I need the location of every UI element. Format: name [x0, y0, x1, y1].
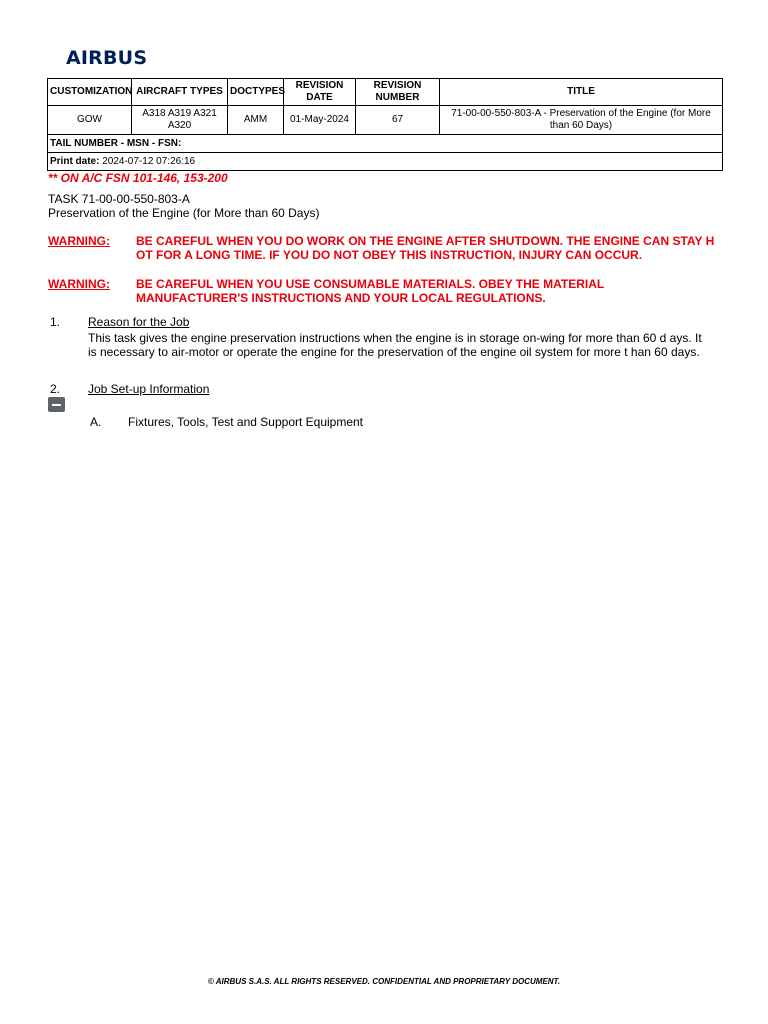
- section-1-heading: Reason for the Job: [88, 315, 190, 329]
- title-value: 71-00-00-550-803-A - Preservation of the Engine (for More than 60 Days): [440, 106, 723, 135]
- task-code: TASK 71-00-00-550-803-A: [48, 192, 190, 206]
- effectivity-note: ** ON A/C FSN 101-146, 153-200: [48, 171, 228, 185]
- document-header-table: [47, 78, 723, 171]
- subsection-letter: A.: [90, 415, 102, 429]
- section-1-number: 1.: [50, 315, 61, 329]
- warning-label: WARNING:: [48, 234, 110, 248]
- col-customization: CUSTOMIZATION: [48, 79, 132, 106]
- col-revision-date: REVISION DATE: [284, 79, 356, 106]
- subsection-title: Fixtures, Tools, Test and Support Equipment: [128, 415, 364, 429]
- collapse-minus-icon[interactable]: [48, 397, 65, 412]
- warning-text: BE CAREFUL WHEN YOU DO WORK ON THE ENGINE AFTER SHUTDOWN. THE ENGINE CAN STAY H OT FOR A LONG TIME. IF YOU DO NOT OBEY THIS INSTRUCTION, INJURY CAN OCCUR.: [136, 234, 715, 262]
- customization-value: GOW: [48, 106, 132, 135]
- warning-engine-hot: [48, 234, 716, 262]
- aircraft-types-value: A318 A319 A321 A320: [132, 106, 228, 135]
- print-date-label: Print date:: [50, 155, 100, 167]
- section-1-text: This task gives the engine preservation instructions when the engine is in storage on-wing for more than 60 d ays. It is necessary to air-motor or operate the engine for the preservation of the engine oil system for more t han 60 days.: [88, 331, 702, 359]
- print-date-row: [48, 153, 723, 171]
- print-date-cell: [48, 153, 723, 171]
- col-doctypes: DOCTYPES: [228, 79, 284, 106]
- tail-number-label: TAIL NUMBER - MSN - FSN:: [48, 135, 723, 153]
- doctype-value: AMM: [228, 106, 284, 135]
- header-value-row: [48, 106, 723, 135]
- col-revision-number: REVISION NUMBER: [356, 79, 440, 106]
- print-date-value: 2024-07-12 07:26:16: [102, 155, 196, 167]
- revision-number-value: 67: [356, 106, 440, 135]
- section-2-number: 2.: [50, 382, 61, 396]
- revision-date-value: 01-May-2024: [284, 106, 356, 135]
- copyright-footer: © AIRBUS S.A.S. ALL RIGHTS RESERVED. CONFIDENTIAL AND PROPRIETARY DOCUMENT.: [207, 977, 561, 986]
- section-2-heading: Job Set-up Information: [88, 382, 210, 396]
- task-title: Preservation of the Engine (for More than 60 Days): [48, 206, 320, 220]
- tail-number-row: [48, 135, 723, 153]
- warning-text: BE CAREFUL WHEN YOU USE CONSUMABLE MATERIALS. OBEY THE MATERIAL MANUFACTURER'S INSTRUCTIONS AND YOUR LOCAL REGULATIONS.: [136, 277, 605, 305]
- airbus-logo: AIRBUS: [66, 47, 148, 69]
- header-column-row: [48, 79, 723, 106]
- col-title: TITLE: [440, 79, 723, 106]
- col-aircraft-types: AIRCRAFT TYPES: [132, 79, 228, 106]
- warning-consumables: [48, 277, 716, 305]
- warning-label: WARNING:: [48, 277, 110, 291]
